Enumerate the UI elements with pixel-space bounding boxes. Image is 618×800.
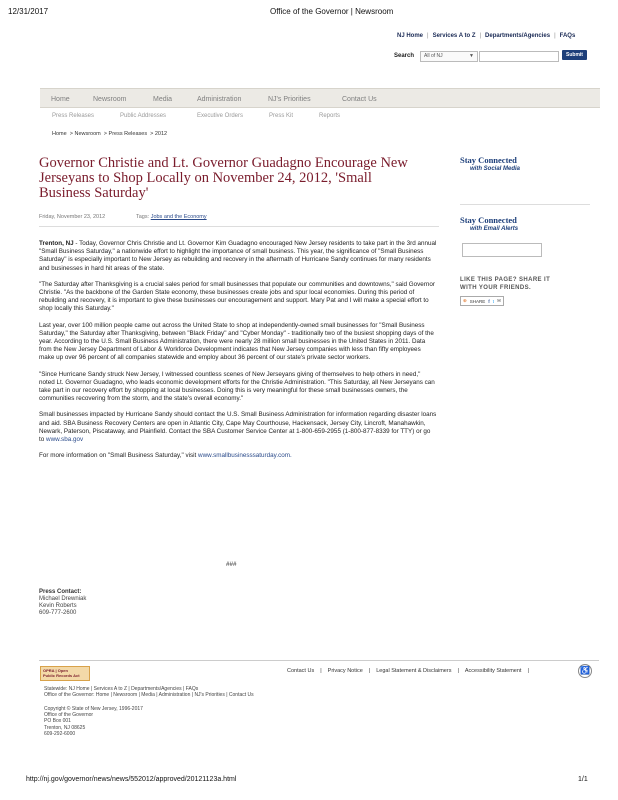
title-line: Jerseyans to Shop Locally on November 24, 2012, 'Small bbox=[39, 170, 372, 186]
share-button[interactable] bbox=[460, 296, 504, 306]
sub-nav bbox=[40, 113, 440, 123]
social-title: Stay Connected bbox=[460, 155, 517, 165]
share-icon: ⊕ bbox=[463, 298, 467, 303]
social-subtitle[interactable]: with Social Media bbox=[470, 166, 521, 172]
copyright: Copyright © State of New Jersey, 1996-2017 bbox=[44, 706, 143, 712]
nav-priorities[interactable]: NJ's Priorities bbox=[268, 96, 311, 103]
divider bbox=[39, 226, 439, 227]
press-contact bbox=[39, 589, 86, 617]
twitter-icon: t bbox=[492, 298, 495, 304]
paragraph: "The Saturday after Thanksgiving is a crucial sales period for small businesses that populate our communities and downtowns," said Governor Christie. "As the backbone of the Garden State economy, these businesses create jobs and spur local economies. During this period of rebuilding and recovery, it is important to give these businesses our encouragement and support. Mary Pat and I will make a special effort to shop locally this Saturday." bbox=[39, 280, 436, 313]
search-submit-button[interactable]: Submit bbox=[562, 50, 587, 60]
footer-privacy[interactable]: Privacy Notice bbox=[327, 668, 363, 674]
top-link-nj-home[interactable]: NJ Home bbox=[397, 33, 424, 39]
print-title: Office of the Governor | Newsroom bbox=[270, 7, 394, 16]
subnav-press-releases[interactable]: Press Releases bbox=[52, 113, 95, 119]
email-input[interactable] bbox=[462, 243, 542, 257]
article-tags bbox=[136, 214, 207, 220]
divider bbox=[460, 204, 590, 205]
page-title bbox=[39, 156, 439, 201]
main-nav bbox=[40, 88, 600, 108]
footer-nav bbox=[44, 686, 254, 698]
contact-name: Kevin Roberts bbox=[39, 603, 77, 609]
chevron-down-icon: ▼ bbox=[469, 53, 474, 59]
nav-administration[interactable]: Administration bbox=[197, 96, 242, 103]
opra-logo[interactable]: OPRA | Open Public Records Act bbox=[40, 666, 90, 681]
print-date: 12/31/2017 bbox=[8, 7, 49, 16]
nav-contact-us[interactable]: Contact Us bbox=[342, 96, 377, 103]
nav-media[interactable]: Media bbox=[153, 96, 173, 103]
footer-address: Copyright © State of New Jersey, 1996-2017 Office of the Governor PO Box 001 Trenton, NJ 08625 609-292-6000 bbox=[44, 706, 143, 737]
footer-statewide[interactable]: Statewide: NJ Home | Services A to Z | Departments/Agencies | FAQs bbox=[44, 686, 199, 692]
footer-contact-us[interactable]: Contact Us bbox=[287, 668, 315, 674]
search-scope-select[interactable] bbox=[420, 51, 478, 62]
nav-home[interactable]: Home bbox=[51, 96, 70, 103]
breadcrumb[interactable]: Home > Newsroom > Press Releases > 2012 bbox=[52, 131, 168, 137]
footer-accessibility[interactable]: Accessibility Statement bbox=[464, 668, 522, 674]
top-link-departments[interactable]: Departments/Agencies bbox=[485, 33, 551, 39]
end-mark: ### bbox=[226, 561, 237, 568]
press-contact-label: Press Contact: bbox=[39, 589, 82, 595]
title-line: Governor Christie and Lt. Governor Guadagno Encourage New bbox=[39, 155, 408, 171]
article-body bbox=[39, 240, 437, 460]
footer-legal[interactable]: Legal Statement & Disclaimers bbox=[376, 668, 452, 674]
subnav-press-kit[interactable]: Press Kit bbox=[269, 113, 294, 119]
subnav-executive-orders[interactable]: Executive Orders bbox=[197, 113, 244, 119]
top-link-services[interactable]: Services A to Z bbox=[432, 33, 476, 39]
paragraph: Small businesses impacted by Hurricane Sandy should contact the U.S. Small Business Administration for information regarding disaster loans and aid. SBA Business Recovery Centers are open in Atlantic City, Cape May Courthouse, Hackensack, Jersey City, Lincroft, Manahawkin, Newark, Paterson, Piscataway, and Plainfield. Contact the SBA Customer Service Center at 1-800-659-2955 (1-800-877-8339 for TTY) or go to www.sba.gov bbox=[39, 411, 437, 444]
search-scope-value: All of NJ bbox=[424, 53, 443, 59]
article-date: Friday, November 23, 2012 bbox=[39, 214, 106, 220]
top-links: NJ Home | Services A to Z | Departments/Agencies | FAQs bbox=[397, 33, 576, 39]
accessibility-icon[interactable]: ♿ bbox=[578, 664, 592, 678]
contact-name: Michael Drewniak bbox=[39, 596, 87, 602]
top-link-faqs[interactable]: FAQs bbox=[559, 33, 576, 39]
footer-divider bbox=[39, 660, 599, 661]
share-prompt: LIKE THIS PAGE? SHARE IT WITH YOUR FRIENDS. bbox=[460, 277, 551, 291]
footer-office[interactable]: Office of the Governor: Home | Newsroom | Media | Administration | NJ's Priorities | Contact Us bbox=[44, 692, 254, 699]
email-icon: ✉ bbox=[497, 298, 501, 303]
search-label: Search bbox=[394, 53, 415, 59]
tag-link[interactable]: Jobs and the Economy bbox=[150, 214, 207, 220]
sbs-link[interactable]: www.smallbusinesssaturday.com. bbox=[198, 452, 292, 460]
paragraph: For more information on "Small Business Saturday," visit www.smallbusinesssaturday.com. bbox=[39, 452, 292, 460]
contact-phone: 609-777-2600 bbox=[39, 610, 77, 616]
print-page: 1/1 bbox=[578, 776, 588, 783]
print-url: http://nj.gov/governor/news/news/552012/approved/20121123a.html bbox=[26, 776, 237, 783]
email-subtitle[interactable]: with Email Alerts bbox=[470, 226, 519, 232]
nav-newsroom[interactable]: Newsroom bbox=[93, 96, 127, 103]
email-title: Stay Connected bbox=[460, 215, 517, 225]
title-line: Business Saturday' bbox=[39, 185, 149, 201]
paragraph: Trenton, NJ - Today, Governor Chris Christie and Lt. Governor Kim Guadagno encouraged New Jersey residents to take part in the 3rd annual "Small Business Saturday," a nationwide effort to highlight the importance of small business. This year, the significance of "Small Business Saturday" is especially important to New Jersey as rebuilding and recovery in the aftermath of Hurricane Sandy continues for many residents and businesses in hard hit areas of the state. bbox=[39, 240, 437, 272]
paragraph: "Since Hurricane Sandy struck New Jersey, I witnessed countless scenes of New Jerseyans giving of themselves to help others in need," noted Lt. Governor Guadagno, who leads economic development efforts for the Christie Administration. "This Saturday, all New Jerseyans can take part in our recovery effort by shopping at local businesses. Doing this is very meaningful for these small businesses owners, the communities recovering from the storm, and the state's overall economy." bbox=[39, 370, 435, 403]
sba-link[interactable]: www.sba.gov bbox=[46, 436, 84, 444]
footer-links: Contact Us | Privacy Notice | Legal Statement & Disclaimers | Accessibility Statement | bbox=[287, 668, 529, 674]
facebook-icon: f bbox=[488, 298, 490, 304]
dateline: Trenton, NJ bbox=[39, 240, 74, 247]
tags-label: Tags: bbox=[136, 214, 150, 220]
paragraph: Last year, over 100 million people came out across the United State to shop at independently-owned small businesses for "Small Business Saturday," the Saturday after Thanksgiving, between "Black Friday" and "Cyber Monday" - traditionally two of the busiest shopping days of the year. According to the U.S. Small Business Administration, there were nearly 28 million small businesses in the United States in 2011. Data from the New Jersey Department of Labor & Workforce Development indicates that New Jersey companies with less than fifty employees make up over 96 percent of all companies statewide and employ about 36 percent of our state's private sector workers. bbox=[39, 321, 434, 362]
subnav-public-addresses[interactable]: Public Addresses bbox=[120, 113, 167, 119]
search-input[interactable] bbox=[479, 51, 559, 62]
share-label: SHARE bbox=[469, 298, 486, 304]
subnav-reports[interactable]: Reports bbox=[319, 113, 341, 119]
